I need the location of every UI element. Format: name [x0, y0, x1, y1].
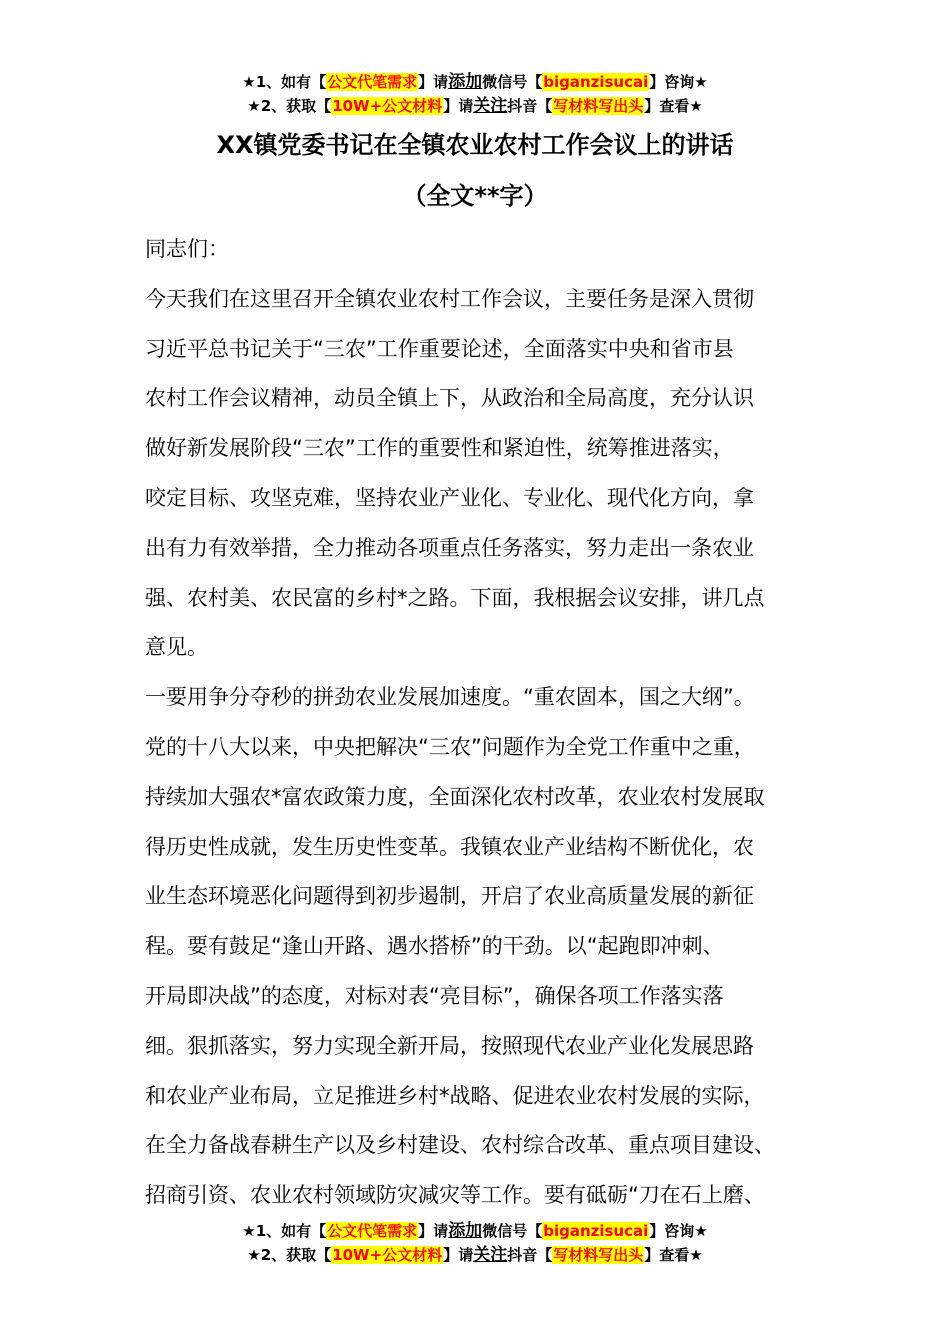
banner-line-2	[0, 1243, 950, 1267]
body-line: 今天我们在这里召开全镇农业农村工作会议，主要任务是深入贯彻	[145, 286, 754, 311]
banner-2-prefix: ★2、获取【	[247, 1246, 332, 1264]
body-line: 同志们：	[145, 237, 229, 261]
banner-1-underline: 添加	[448, 72, 483, 92]
banner-line-1	[0, 1219, 950, 1243]
body-line: 咬定目标、攻坚克难，坚持农业产业化、专业化、现代化方向，拿	[145, 485, 754, 510]
document-body	[145, 225, 835, 1221]
body-line: 强、农村美、农民富的乡村*之路。下面，我根据会议安排，讲几点	[145, 585, 765, 610]
banner-1-highlight-service: 公文代笔需求	[327, 73, 418, 91]
banner-1-suffix: 】咨询★	[649, 1222, 708, 1240]
banner-1-highlight-wechat: biganzisucai	[543, 1222, 649, 1240]
body-line: 意见。	[145, 635, 208, 660]
banner-2-highlight-materials: 10W+公文材料	[332, 97, 443, 115]
banner-2-suffix: 】查看★	[644, 1246, 703, 1264]
banner-line-2	[0, 94, 950, 118]
body-line: 党的十八大以来，中央把解决“三农”问题作为全党工作重中之重，	[145, 734, 755, 759]
banner-1-prefix: ★1、如有【	[242, 73, 327, 91]
banner-2-highlight-douyin: 写材料写出头	[553, 97, 644, 115]
body-line: 做好新发展阶段“三农”工作的重要性和紧迫性，统筹推进落实，	[145, 436, 734, 461]
banner-1-highlight-service: 公文代笔需求	[327, 1222, 418, 1240]
body-line: 习近平总书记关于“三农”工作重要论述，全面落实中央和省市县	[145, 336, 734, 361]
banner-2-suffix: 】查看★	[644, 97, 703, 115]
body-line: 出有力有效举措，全力推动各项重点任务落实，努力走出一条农业	[145, 535, 754, 560]
body-line: 持续加大强农*富农政策力度，全面深化农村改革，农业农村发展取	[145, 784, 765, 809]
body-line: 细。狠抓落实，努力实现全新开局，按照现代农业产业化发展思路	[145, 1033, 754, 1058]
banner-1-mid2: 微信号【	[482, 73, 543, 91]
banner-2-mid2: 抖音【	[507, 97, 553, 115]
body-line: 程。要有鼓足“逢山开路、遇水搭桥”的干劲。以“起跑即冲刺、	[145, 934, 724, 959]
body-line: 和农业产业布局，立足推进乡村*战略、促进农业农村发展的实际，	[145, 1083, 765, 1108]
banner-2-underline: 关注	[473, 1245, 508, 1265]
header-banner	[0, 70, 950, 118]
banner-2-mid2: 抖音【	[507, 1246, 553, 1264]
banner-2-underline: 关注	[473, 96, 508, 116]
banner-2-mid1: 】请	[443, 1246, 474, 1264]
body-line: 得历史性成就，发生历史性变革。我镇农业产业结构不断优化，农	[145, 834, 754, 859]
banner-1-prefix: ★1、如有【	[242, 1222, 327, 1240]
body-line: 业生态环境恶化问题得到初步遏制，开启了农业高质量发展的新征	[145, 884, 754, 909]
banner-2-mid1: 】请	[443, 97, 474, 115]
banner-1-mid2: 微信号【	[482, 1222, 543, 1240]
body-line: 一要用争分夺秒的拼劲农业发展加速度。“重农固本，国之大纲”。	[145, 685, 755, 710]
body-line: 招商引资、农业农村领域防灾减灾等工作。要有砥砺“刀在石上磨、	[145, 1183, 765, 1208]
document-subtitle: （全文**字）	[402, 182, 548, 210]
banner-1-underline: 添加	[448, 1221, 483, 1241]
banner-2-highlight-materials: 10W+公文材料	[332, 1246, 443, 1264]
banner-1-mid1: 】请	[418, 73, 449, 91]
banner-line-1	[0, 70, 950, 94]
document-title: XX镇党委书记在全镇农业农村工作会议上的讲话	[216, 131, 734, 159]
banner-1-mid1: 】请	[418, 1222, 449, 1240]
banner-1-suffix: 】咨询★	[649, 73, 708, 91]
footer-banner	[0, 1219, 950, 1267]
body-line: 开局即决战”的态度，对标对表“亮目标”，确保各项工作落实落	[145, 983, 724, 1008]
body-line: 农村工作会议精神，动员全镇上下，从政治和全局高度，充分认识	[145, 386, 754, 411]
banner-1-highlight-wechat: biganzisucai	[543, 73, 649, 91]
banner-2-prefix: ★2、获取【	[247, 97, 332, 115]
banner-2-highlight-douyin: 写材料写出头	[553, 1246, 644, 1264]
body-line: 在全力备战春耕生产以及乡村建设、农村综合改革、重点项目建设、	[145, 1133, 775, 1158]
